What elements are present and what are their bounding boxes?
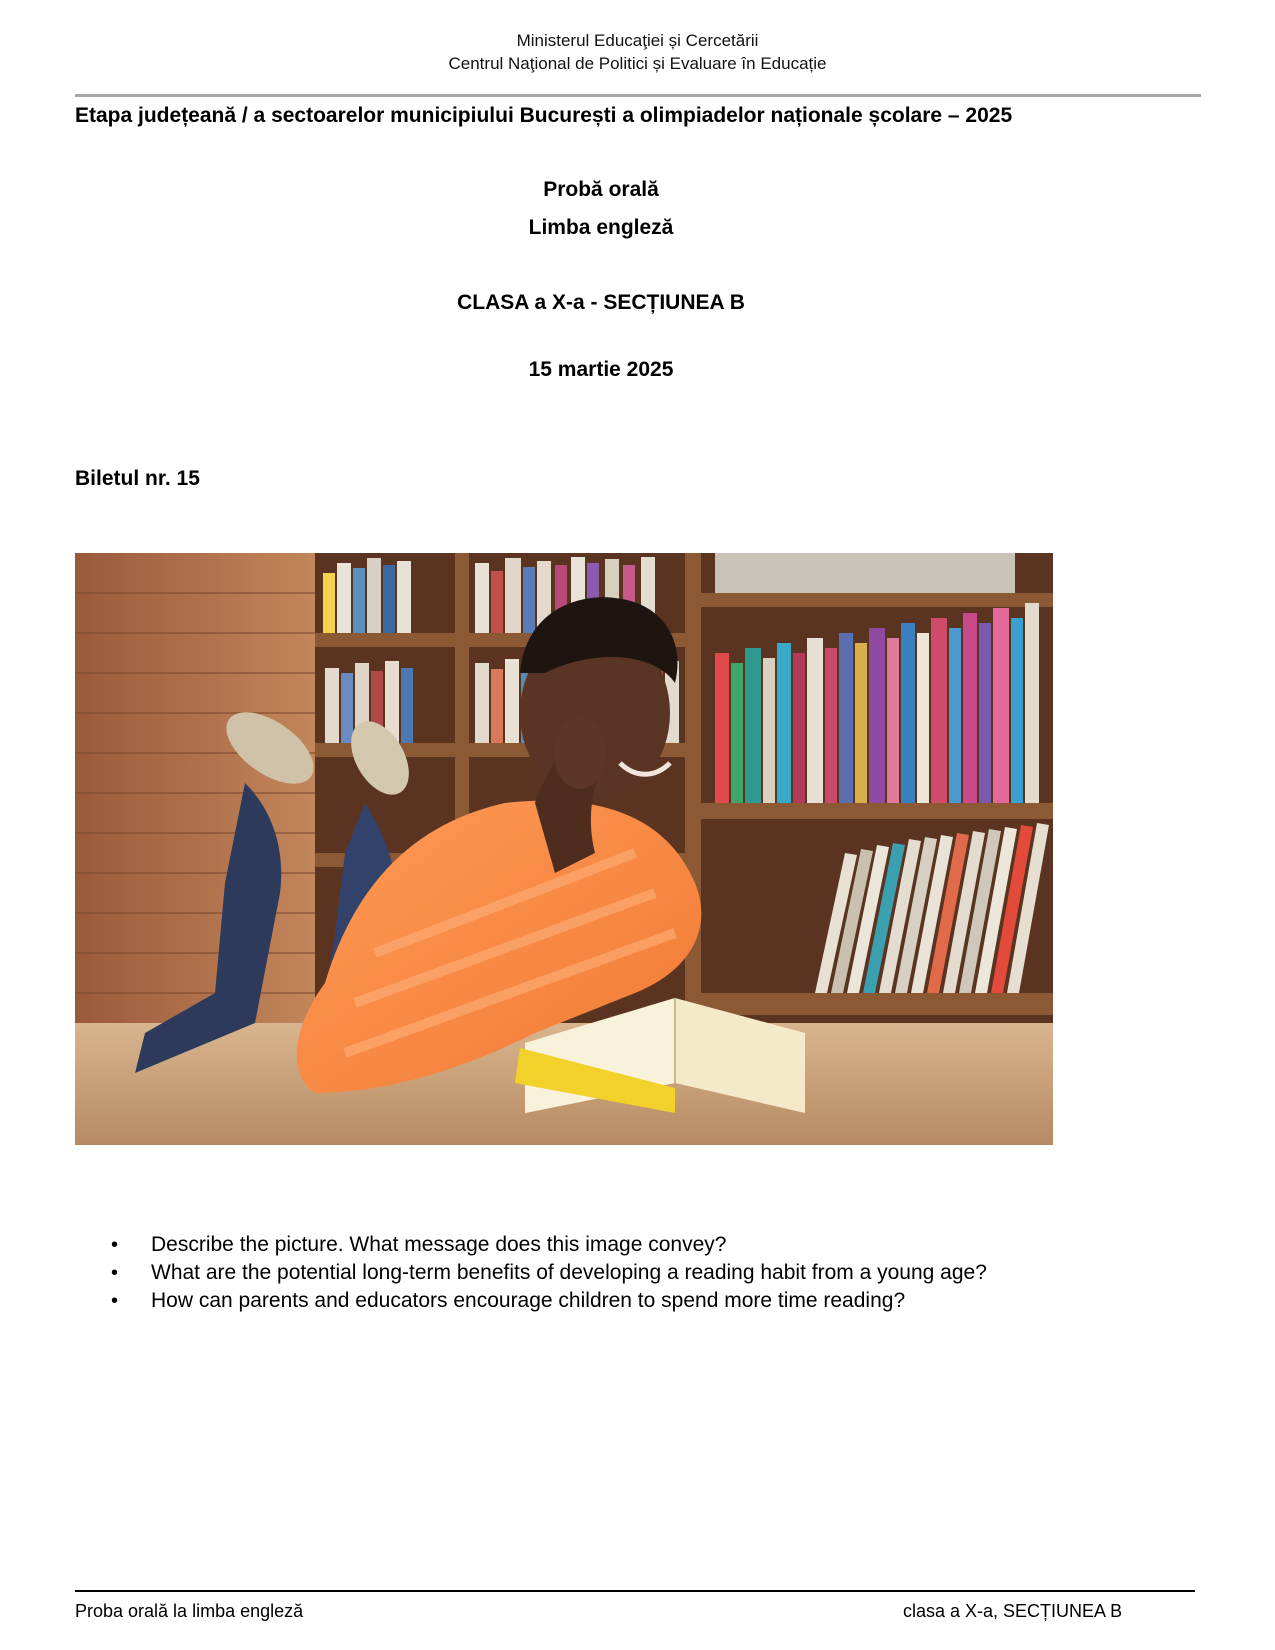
bullet-icon: •: [111, 1290, 119, 1312]
exam-type: Probă orală: [543, 178, 659, 201]
class-section: CLASA a X-a - SECȚIUNEA B: [457, 291, 745, 314]
ticket-number: Biletul nr. 15: [75, 467, 200, 490]
bullet-icon: •: [111, 1262, 119, 1284]
footer-right: clasa a X-a, SECȚIUNEA B: [903, 1601, 1123, 1621]
list-item: [111, 1287, 987, 1315]
stage-title: Etapa județeană / a sectoarelor municipiului București a olimpiadelor naționale școlare – 2025: [75, 104, 1013, 127]
ministry-name: Ministerul Educaţiei și Cercetării: [516, 31, 759, 50]
question-text: How can parents and educators encourage children to spend more time reading?: [151, 1289, 906, 1312]
footer-left: Proba orală la limba engleză: [75, 1601, 304, 1621]
center-name: Centrul Naţional de Politici și Evaluare în Educație: [448, 54, 827, 73]
question-list: [111, 1231, 987, 1315]
reading-boy-photo: [75, 553, 1053, 1145]
footer-divider: [75, 1590, 1195, 1592]
question-text: Describe the picture. What message does this image convey?: [151, 1233, 727, 1256]
header-divider: [75, 94, 1201, 97]
list-item: [111, 1231, 987, 1259]
question-text: What are the potential long-term benefits of developing a reading habit from a young age?: [151, 1261, 987, 1284]
exam-date: 15 martie 2025: [528, 358, 674, 381]
bullet-icon: •: [111, 1234, 119, 1256]
list-item: [111, 1259, 987, 1287]
exam-subject: Limba engleză: [528, 216, 674, 239]
